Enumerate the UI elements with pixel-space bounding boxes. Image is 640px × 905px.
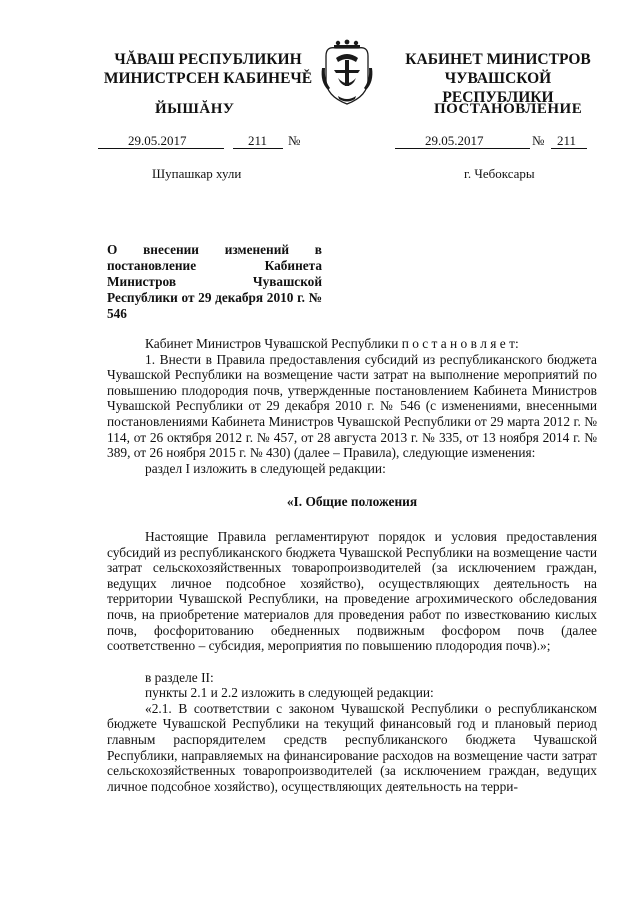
paragraph-preamble: Кабинет Министров Чувашской Республики п о с т а н о в л я е т:: [145, 336, 519, 351]
registration-left-date: 29.05.2017: [128, 133, 187, 148]
registration-right-number-sign: №: [532, 133, 545, 148]
registration-right: [395, 133, 595, 149]
header-right-line2: ЧУВАШСКОЙ РЕСПУБЛИКИ: [442, 70, 554, 106]
chuvashia-coat-of-arms-icon: [318, 38, 376, 108]
document-body: [107, 336, 597, 794]
paragraph-item-2-1: «2.1. В соответствии с законом Чувашской Республики о республиканском бюджете Чувашской Республики на текущий финансовый год и плановый период главным распорядителем средств республиканского бюджета Чувашской Республики, направляемых на финансирование расходов на возмещение части затрат сельскохозяйственных товаропроизводителей (за исключением граждан, ведущих личное подсобное хозяйство), осуществляющих деятельность на терри-: [107, 700, 597, 794]
registration-left-number: 211: [248, 133, 268, 148]
registration-right-date: 29.05.2017: [425, 133, 484, 148]
registration-left: [98, 133, 318, 149]
registration-right-number: 211: [557, 133, 577, 148]
document-type-left: ЙЫШĂНУ: [155, 101, 235, 117]
header-right-line1: КАБИНЕТ МИНИСТРОВ: [405, 51, 591, 68]
paragraph-section-intro: раздел I изложить в следующей редакции:: [145, 460, 386, 476]
header-left-line2: МИНИСТРСЕН КАБИНЕЧĚ: [103, 70, 313, 87]
document-title: О внесении изменений в постановление Кабинета Министров Чувашской Республики от 29 декабря 2010 г. № 546: [107, 242, 322, 321]
header-right-authority: [388, 50, 608, 107]
paragraph-general-provisions: Настоящие Правила регламентируют порядок и условия предоставления субсидий из республиканского бюджета Чувашской Республики на возмещение части затрат сельскохозяйственных товаропроизводителей (за исключением граждан, ведущих личное подсобное хозяйство), осуществляющих деятельность на территории Чувашской Республики, на проведение агрохимического обследования почв, на приобретение материалов для проведения работ по известкованию кислых почв, фосфоритованию обедненных подвижным фосфором почв (далее соответственно – субсидия, мероприятия по повышению плодородия почв).»;: [107, 528, 597, 654]
paragraph-items-intro: пункты 2.1 и 2.2 изложить в следующей редакции:: [145, 685, 434, 701]
paragraph-section-2: в разделе II:: [145, 669, 214, 685]
header-left-line1: ЧĂВАШ РЕСПУБЛИКИН: [114, 51, 302, 68]
place-left: Шупашкар хули: [152, 166, 242, 181]
document-type-right: ПОСТАНОВЛЕНИЕ: [434, 101, 583, 117]
paragraph-item-1: 1. Внести в Правила предоставления субсидий из республиканского бюджета Чувашской Республики на возмещение части затрат на выполнение мероприятий по повышению плодородия почв, утвержденные постановлением Кабинета Министров Чувашской Республики от 29 декабря 2010 г. № 546 (с изменениями, внесенными постановлениями Кабинета Министров Чувашской Республики от 29 марта 2012 г. № 114, от 26 октября 2012 г. № 457, от 28 августа 2013 г. № 335, от 13 ноября 2014 г. № 389, от 26 ноября 2015 г. № 430) (далее – Правила), следующие изменения:: [107, 351, 597, 461]
place-right: г. Чебоксары: [464, 166, 535, 181]
registration-left-number-sign: №: [288, 133, 301, 148]
section-heading: «I. Общие положения: [286, 494, 418, 510]
header-left-authority: [98, 50, 318, 88]
